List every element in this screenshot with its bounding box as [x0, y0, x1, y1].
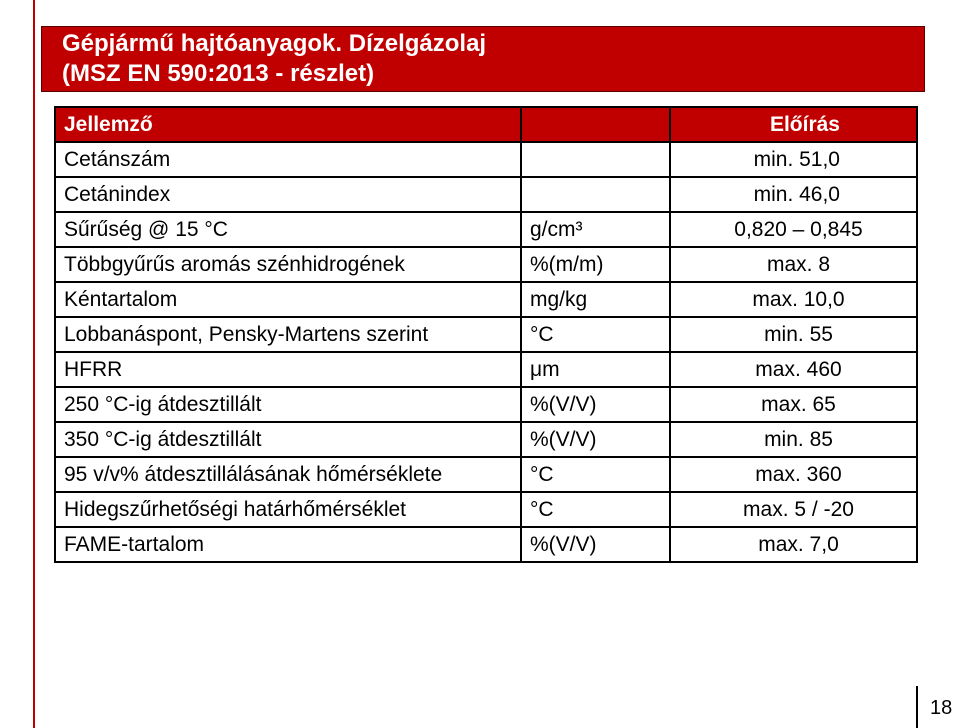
cell-requirement: max. 8 — [670, 247, 917, 282]
cell-unit: °C — [521, 457, 670, 492]
cell-property: 250 °C-ig átdesztillált — [55, 387, 521, 422]
header-property: Jellemző — [55, 107, 521, 142]
cell-unit: %(m/m) — [521, 247, 670, 282]
header-unit — [521, 107, 670, 142]
cell-unit — [521, 142, 670, 177]
table-row — [55, 247, 917, 282]
spec-table — [54, 106, 918, 563]
cell-requirement: min. 46,0 — [670, 177, 917, 212]
cell-requirement: min. 85 — [670, 422, 917, 457]
table-row — [55, 212, 917, 247]
cell-requirement: max. 5 / -20 — [670, 492, 917, 527]
cell-property: Cetánszám — [55, 142, 521, 177]
title-line-1: Gépjármű hajtóanyagok. Dízelgázolaj — [62, 30, 487, 57]
cell-property: HFRR — [55, 352, 521, 387]
cell-requirement: max. 460 — [670, 352, 917, 387]
cell-property: Sűrűség @ 15 °C — [55, 212, 521, 247]
cell-unit: μm — [521, 352, 670, 387]
cell-requirement: min. 55 — [670, 317, 917, 352]
cell-requirement: max. 10,0 — [670, 282, 917, 317]
cell-property: Cetánindex — [55, 177, 521, 212]
title-line-2: (MSZ EN 590:2013 - részlet) — [62, 60, 375, 87]
cell-unit: %(V/V) — [521, 422, 670, 457]
cell-property: FAME-tartalom — [55, 527, 521, 562]
cell-unit: %(V/V) — [521, 527, 670, 562]
cell-property: Hidegszűrhetőségi határhőmérséklet — [55, 492, 521, 527]
table-row — [55, 527, 917, 562]
table-row — [55, 282, 917, 317]
cell-property: Kéntartalom — [55, 282, 521, 317]
cell-property: 350 °C-ig átdesztillált — [55, 422, 521, 457]
cell-requirement: 0,820 – 0,845 — [670, 212, 917, 247]
table-row — [55, 492, 917, 527]
cell-property: Lobbanáspont, Pensky-Martens szerint — [55, 317, 521, 352]
cell-unit: °C — [521, 317, 670, 352]
cell-unit: °C — [521, 492, 670, 527]
table-row — [55, 422, 917, 457]
table-header-row — [55, 107, 917, 142]
cell-unit: %(V/V) — [521, 387, 670, 422]
cell-property: 95 v/v% átdesztillálásának hőmérséklete — [55, 457, 521, 492]
page-number: 18 — [916, 686, 952, 728]
cell-requirement: max. 65 — [670, 387, 917, 422]
cell-requirement: min. 51,0 — [670, 142, 917, 177]
cell-unit: mg/kg — [521, 282, 670, 317]
table-row — [55, 352, 917, 387]
left-accent-stripe — [33, 0, 35, 728]
table-row — [55, 142, 917, 177]
cell-unit: g/cm³ — [521, 212, 670, 247]
header-requirement: Előírás — [670, 107, 917, 142]
cell-requirement: max. 7,0 — [670, 527, 917, 562]
cell-unit — [521, 177, 670, 212]
title-banner — [41, 26, 925, 92]
table-row — [55, 177, 917, 212]
table-row — [55, 457, 917, 492]
cell-requirement: max. 360 — [670, 457, 917, 492]
table-row — [55, 387, 917, 422]
cell-property: Többgyűrűs aromás szénhidrogének — [55, 247, 521, 282]
table-row — [55, 317, 917, 352]
